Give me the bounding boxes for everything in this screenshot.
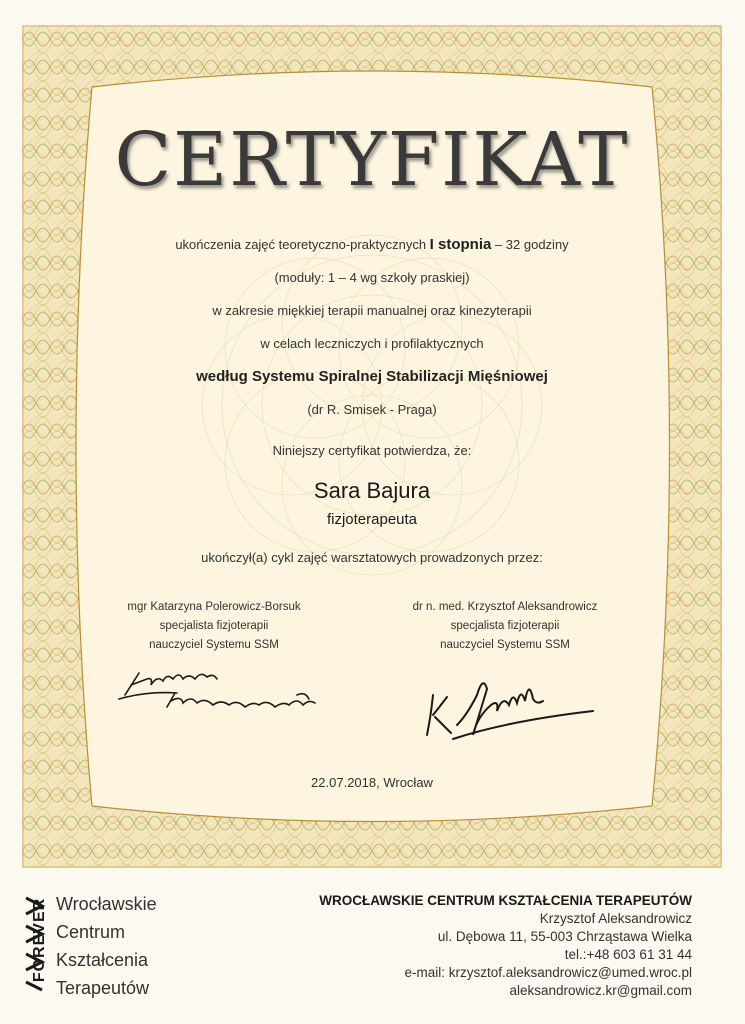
- recipient-profession: fizjoterapeuta: [326, 511, 418, 528]
- certificate-title: CERTYFIKAT: [114, 117, 630, 203]
- signer-right-teacher: nauczyciel Systemu SSM: [440, 639, 570, 651]
- contact-address: ul. Dębowa 11, 55-003 Chrząstawa Wielka: [437, 929, 692, 944]
- certificate-body: [22, 237, 722, 435]
- purpose-line: w celach leczniczych i profilaktycznych: [260, 336, 484, 351]
- signer-left: [64, 598, 364, 655]
- system-line: według Systemu Spiralnej Stabilizacji Mięśniowej: [196, 368, 548, 385]
- course-line: ukończenia zajęć teoretyczno-praktycznych I stopnia – 32 godziny: [175, 236, 569, 253]
- issue-date: 22.07.2018, Wrocław: [311, 775, 433, 790]
- contact-phone: tel.:+48 603 61 31 44: [564, 947, 692, 962]
- author-line: (dr R. Smisek - Praga): [307, 402, 437, 417]
- signer-right-name: dr n. med. Krzysztof Aleksandrowicz: [412, 601, 598, 613]
- modules-line: (moduły: 1 – 4 wg szkoły praskiej): [274, 270, 470, 285]
- signature-left: [117, 655, 327, 725]
- contact-person: Krzysztof Aleksandrowicz: [539, 911, 692, 926]
- signer-left-name: mgr Katarzyna Polerowicz-Borsuk: [127, 601, 301, 613]
- logo-words: Wrocławskie Centrum Kształcenia Terapeutów: [56, 894, 157, 998]
- degree-label: I stopnia: [429, 236, 492, 253]
- completed-text: ukończył(a) cykl zajęć warsztatowych prowadzonych przez:: [201, 550, 543, 565]
- signer-right-role: specjalista fizjoterapii: [450, 620, 560, 632]
- scope-line: w zakresie miękkiej terapii manualnej oraz kinezyterapii: [212, 303, 532, 318]
- contact-email-2: aleksandrowicz.kr@gmail.com: [509, 983, 692, 998]
- signer-left-teacher: nauczyciel Systemu SSM: [149, 639, 279, 651]
- signature-right: [417, 665, 597, 750]
- logo-forever: FOREVER: [31, 897, 48, 983]
- recipient-name: Sara Bajura: [313, 478, 431, 503]
- contact-block: [319, 892, 692, 1000]
- signer-left-role: specjalista fizjoterapii: [159, 620, 269, 632]
- organization-name: WROCŁAWSKIE CENTRUM KSZTAŁCENIA TERAPEUTÓW: [319, 893, 692, 908]
- signer-right: [355, 598, 655, 655]
- certificate: [22, 25, 722, 868]
- confirm-text: Niniejszy certyfikat potwierdza, że:: [272, 443, 472, 458]
- wckt-logo: [16, 884, 186, 1004]
- contact-email: e-mail: krzysztof.aleksandrowicz@umed.wroc.pl: [404, 965, 692, 980]
